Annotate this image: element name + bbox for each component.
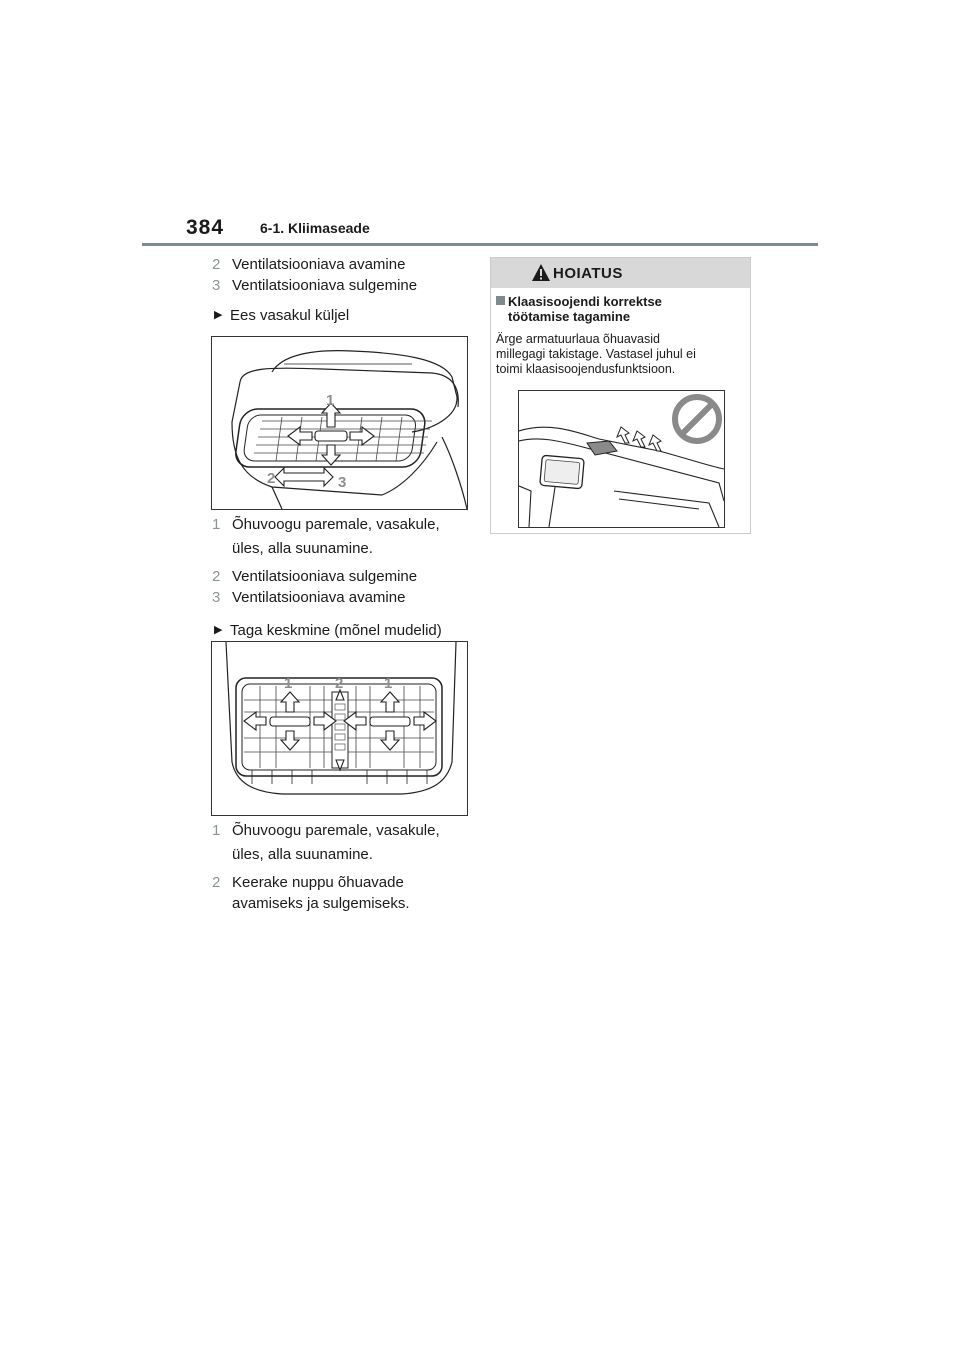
warning-subtitle [496, 294, 753, 324]
figure-label: 2 [267, 470, 276, 487]
item-text: Ventilatsiooniava avamine [232, 589, 406, 606]
item-number: 2 [212, 874, 221, 891]
warning-box [490, 257, 751, 534]
warning-text [496, 332, 746, 377]
item-text: üles, alla suunamine. [232, 846, 373, 863]
rear-item-list [210, 820, 472, 914]
warning-title: HOIATUS [553, 265, 623, 282]
list-item [210, 587, 472, 608]
header-rule [142, 243, 818, 246]
warning-header [491, 258, 750, 288]
item-number: 3 [212, 589, 221, 606]
bullet-text: Ees vasakul küljel [230, 307, 350, 324]
item-text: Ventilatsiooniava sulgemine [232, 568, 418, 585]
list-item [210, 275, 472, 296]
prohibition-icon [675, 397, 719, 441]
warning-triangle-icon [531, 263, 551, 287]
item-number: 3 [212, 277, 221, 294]
item-text: Ventilatsiooniava sulgemine [232, 277, 418, 294]
bullet-rear-center [210, 620, 472, 641]
list-item [210, 566, 472, 587]
front-vent-illustration [211, 336, 468, 510]
bullet-arrow-icon: ▶ [214, 309, 223, 321]
item-number: 1 [212, 516, 221, 533]
dashboard-illustration [518, 390, 725, 528]
bullet-text: Taga keskmine (mõnel mudelid) [230, 622, 442, 639]
item-text: avamiseks ja sulgemiseks. [232, 895, 410, 912]
item-number: 1 [212, 822, 221, 839]
warning-text-line: Ärge armatuurlaua õhuavasid [496, 332, 660, 346]
item-text: Keerake nuppu õhuavade [232, 874, 404, 891]
item-text: Ventilatsiooniava avamine [232, 256, 406, 273]
warning-text-line: toimi klaasisoojendusfunktsioon. [496, 362, 676, 376]
front-item-list [210, 514, 472, 641]
item-number: 2 [212, 256, 221, 273]
bullet-arrow-icon: ▶ [214, 624, 223, 636]
figure-label: 1 [384, 675, 393, 692]
figure-label: 1 [284, 675, 293, 692]
left-column [210, 254, 472, 326]
section-title: 6-1. Kliimaseade [260, 220, 370, 236]
warning-text-line: millegagi takistage. Vastasel juhul ei [496, 347, 696, 361]
figure-label: 2 [335, 675, 344, 692]
figure-label: 1 [326, 392, 335, 409]
figure-label: 3 [338, 474, 347, 491]
page-number: 384 [186, 216, 225, 239]
item-text: Õhuvoogu paremale, vasakule, [232, 516, 440, 533]
item-number: 2 [212, 568, 221, 585]
item-text: üles, alla suunamine. [232, 540, 373, 557]
bullet-front-left [210, 305, 472, 326]
warning-subtitle-line: Klaasisoojendi korrektse [508, 294, 662, 309]
item-text: Õhuvoogu paremale, vasakule, [232, 822, 440, 839]
square-bullet-icon [496, 296, 505, 305]
rear-vent-illustration [211, 641, 468, 816]
warning-subtitle-line: töötamise tagamine [508, 309, 631, 324]
list-item [210, 514, 472, 559]
list-item [210, 820, 472, 865]
list-item [210, 254, 472, 275]
list-item [210, 872, 472, 914]
